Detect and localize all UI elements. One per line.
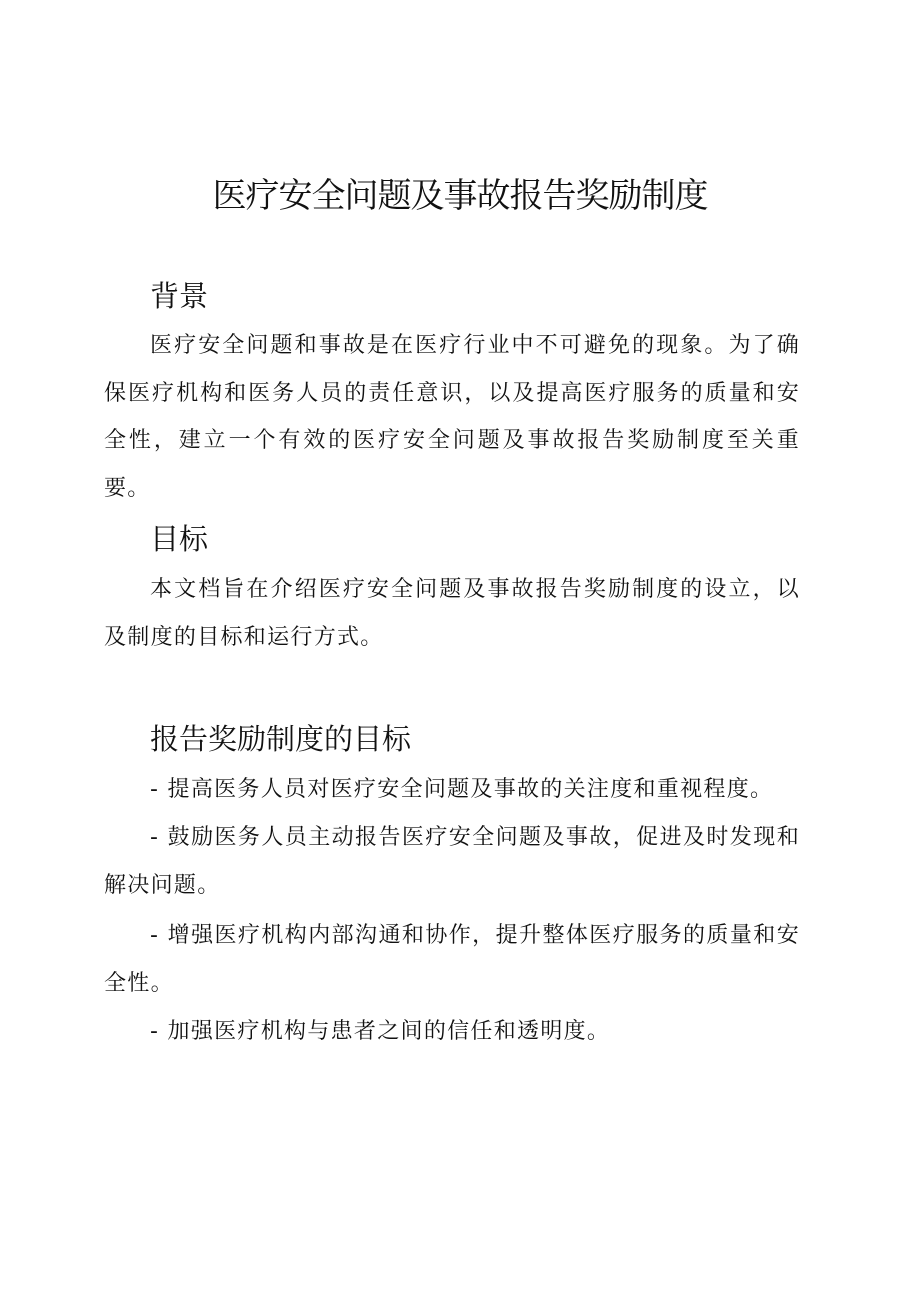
reward-goal-item-1: - 提高医务人员对医疗安全问题及事故的关注度和重视程度。: [150, 777, 774, 802]
reward-goal-item-4: - 加强医疗机构与患者之间的信任和透明度。: [150, 1019, 611, 1044]
section-heading-goal: 目标: [150, 522, 209, 556]
section-heading-background: 背景: [150, 279, 209, 313]
background-paragraph: 医疗安全问题和事故是在医疗行业中不可避免的现象。为了确保医疗机构和医务人员的责任意识，以及提高医疗服务的质量和安全性，建立一个有效的医疗安全问题及事故报告奖励制度至关重要。: [104, 333, 800, 501]
section-heading-reward-goals: 报告奖励制度的目标: [150, 722, 412, 756]
reward-goal-item-3: - 增强医疗机构内部沟通和协作，提升整体医疗服务的质量和安全性。: [104, 923, 800, 996]
reward-goal-item-2: - 鼓励医务人员主动报告医疗安全问题及事故，促进及时发现和解决问题。: [104, 825, 800, 898]
document-title: 医疗安全问题及事故报告奖励制度: [212, 176, 708, 216]
goal-paragraph: 本文档旨在介绍医疗安全问题及事故报告奖励制度的设立，以及制度的目标和运行方式。: [104, 577, 800, 650]
